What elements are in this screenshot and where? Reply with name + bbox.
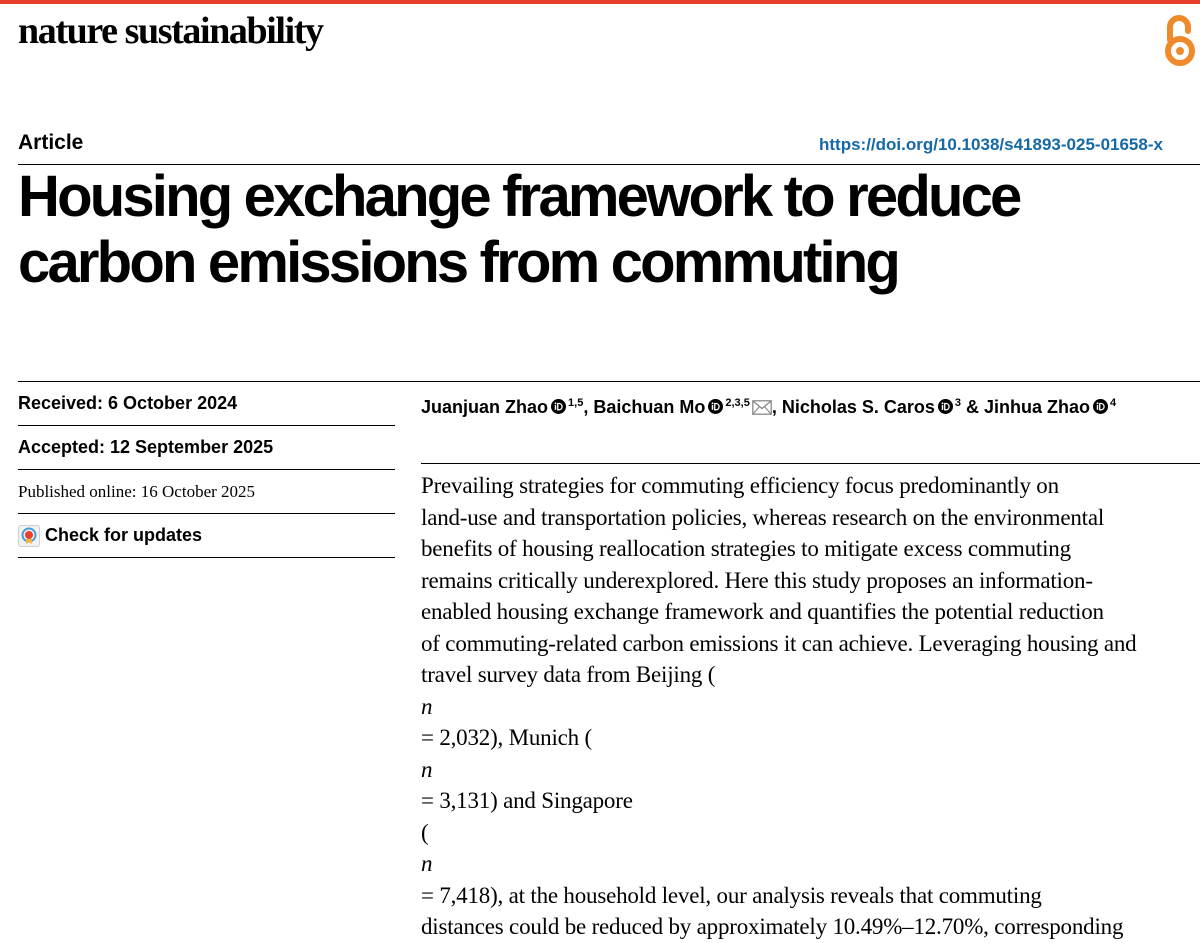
- author-name[interactable]: Jinhua Zhao: [984, 397, 1091, 417]
- abstract-text: = 7,418), at the household level, our analysis reveals that commuting: [421, 882, 1042, 908]
- abstract-text: = 2,032), Munich (: [421, 725, 592, 750]
- author-list: [421, 389, 1116, 421]
- author-name[interactable]: Nicholas S. Caros: [781, 397, 935, 417]
- title-line: carbon emissions from commuting: [18, 230, 899, 295]
- abstract-line: Prevailing strategies for commuting efficiency focus predominantly on: [421, 473, 1059, 498]
- abstract-text: (: [421, 819, 429, 845]
- check-for-updates-button[interactable]: [18, 525, 202, 547]
- orcid-icon[interactable]: [551, 399, 566, 414]
- abstract-divider: [421, 463, 1200, 464]
- article-type: Article: [18, 131, 84, 154]
- abstract-line: [421, 659, 1200, 817]
- orcid-icon[interactable]: [708, 399, 723, 414]
- author-juanjuan-zhao[interactable]: [421, 397, 593, 417]
- check-for-updates-icon: [18, 525, 40, 547]
- journal-name[interactable]: nature sustainability: [18, 10, 323, 52]
- abstract-line: [421, 817, 1200, 912]
- abstract-line: land-use and transportation policies, whereas research on the environmental: [421, 504, 1105, 530]
- affiliation-numbers[interactable]: 4: [1110, 397, 1117, 409]
- affiliation-numbers[interactable]: 1,5: [568, 397, 584, 409]
- published-date: Published online: 16 October 2025: [18, 470, 395, 514]
- sample-size-symbol: n: [421, 693, 433, 719]
- abstract: [421, 470, 1200, 943]
- sample-size-symbol: n: [421, 756, 433, 782]
- author-jinhua-zhao[interactable]: [984, 397, 1116, 417]
- article-title: [18, 164, 1200, 296]
- check-for-updates-label: Check for updates: [45, 525, 203, 545]
- title-line: Housing exchange framework to reduce: [18, 164, 1020, 229]
- abstract-text: travel survey data from Beijing (: [421, 662, 716, 687]
- author-separator: ,: [771, 397, 782, 417]
- author-nicholas-s-caros[interactable]: [782, 397, 984, 417]
- envelope-icon[interactable]: [752, 400, 772, 415]
- open-access-icon: [1160, 12, 1200, 68]
- affiliation-numbers[interactable]: 3: [954, 397, 962, 409]
- article-dates-panel: [18, 382, 395, 558]
- abstract-line: remains critically underexplored. Here this study proposes an information-: [421, 567, 1093, 593]
- author-baichuan-mo[interactable]: [593, 397, 782, 417]
- abstract-line: benefits of housing reallocation strategies to mitigate excess commuting: [421, 536, 1071, 561]
- affiliation-numbers[interactable]: 2,3,5: [725, 397, 750, 409]
- author-separator: &: [961, 397, 985, 417]
- abstract-line: enabled housing exchange framework and quantifies the potential reduction: [421, 599, 1104, 624]
- author-separator: ,: [583, 397, 594, 417]
- author-name[interactable]: Juanjuan Zhao: [421, 397, 549, 417]
- abstract-line: of commuting-related carbon emissions it can achieve. Leveraging housing and: [421, 630, 1137, 656]
- orcid-icon[interactable]: [938, 399, 953, 414]
- sample-size-symbol: n: [421, 851, 433, 876]
- orcid-icon[interactable]: [1093, 399, 1108, 414]
- check-updates-row: [18, 514, 395, 558]
- accepted-date: Accepted: 12 September 2025: [18, 426, 395, 470]
- abstract-text: = 3,131) and Singapore: [421, 788, 633, 813]
- abstract-line: distances could be reduced by approximately 10.49%–12.70%, corresponding: [421, 914, 1124, 939]
- author-name[interactable]: Baichuan Mo: [593, 397, 706, 417]
- top-accent-rule: [0, 0, 1200, 4]
- received-date: Received: 6 October 2024: [18, 382, 395, 426]
- doi-link[interactable]: https://doi.org/10.1038/s41893-025-01658-x: [819, 135, 1163, 154]
